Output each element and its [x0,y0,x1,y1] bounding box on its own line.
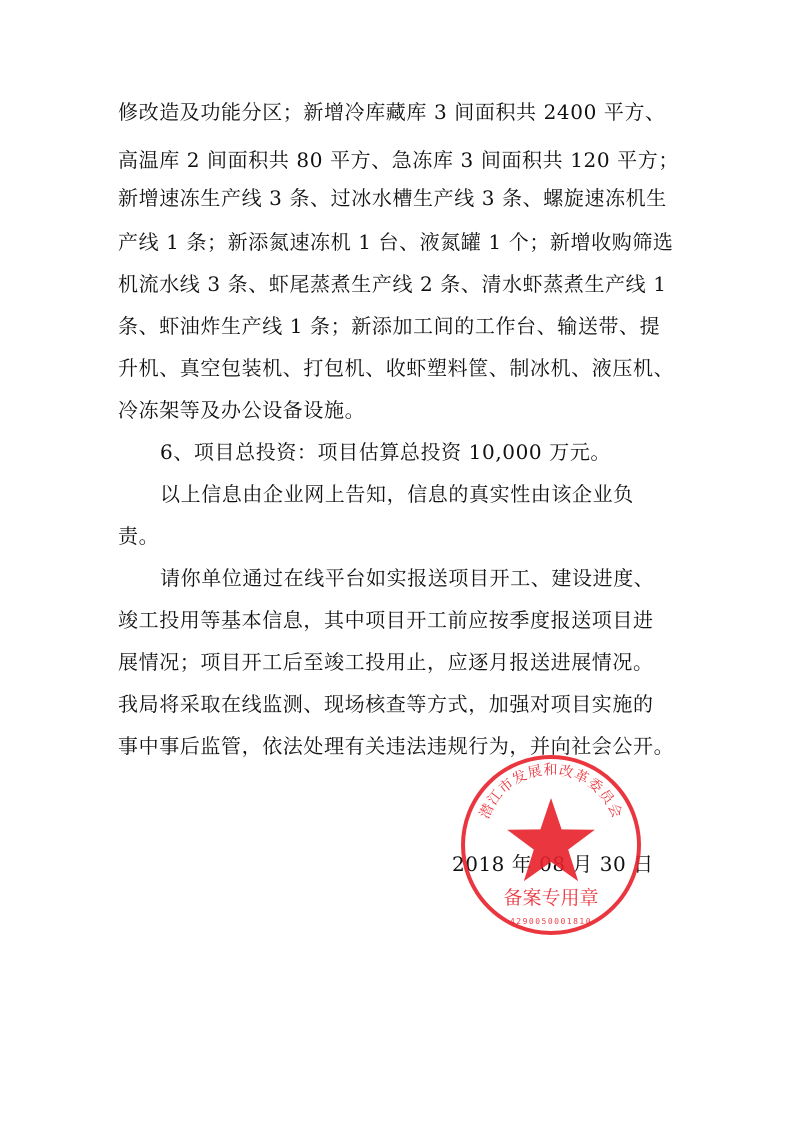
body-line-4: 产线 1 条；新添氮速冻机 1 台、液氮罐 1 个；新增收购筛选 [118,230,674,254]
instruction-line-3: 展情况；项目开工后至竣工投用止，应逐月报送进展情况。 [118,650,654,674]
body-line-5: 机流水线 3 条、虾尾蒸煮生产线 2 条、清水虾蒸煮生产线 1 [118,272,667,296]
issue-date: 2018 年 08 月 30 日 [452,852,654,876]
seal-arc-text: 潜江市发展和改革委员会 [477,762,625,822]
official-seal [458,752,644,938]
body-line-1: 修改造及功能分区；新增冷库藏库 3 间面积共 2400 平方、 [118,100,666,124]
body-line-7: 升机、真空包装机、打包机、收虾塑料筐、制冰机、液压机、 [118,356,675,380]
instruction-line-1: 请你单位通过在线平台如实报送项目开工、建设进度、 [160,566,655,590]
project-investment-line: 6、项目总投资：项目估算总投资 10,000 万元。 [160,440,612,464]
instruction-line-2: 竣工投用等基本信息，其中项目开工前应按季度报送项目进 [118,608,654,632]
notice-line-2: 责。 [118,524,160,548]
body-line-3: 新增速冻生产线 3 条、过冰水槽生产线 3 条、螺旋速冻机生 [118,186,667,210]
seal-center-text: 备案专用章 [503,887,599,909]
seal-number: 4290050001810 [509,917,593,926]
instruction-line-5: 事中事后监管，依法处理有关违法违规行为，并向社会公开。 [118,734,675,758]
star-icon [507,798,595,881]
body-line-8: 冷冻架等及办公设备设施。 [118,398,366,422]
body-line-2: 高温库 2 间面积共 80 平方、急冻库 3 间面积共 120 平方； [118,148,679,172]
notice-line-1: 以上信息由企业网上告知，信息的真实性由该企业负 [160,482,634,506]
body-line-6: 条、虾油炸生产线 1 条；新添加工间的工作台、输送带、提 [118,314,661,338]
instruction-line-4: 我局将采取在线监测、现场核查等方式，加强对项目实施的 [118,692,654,716]
